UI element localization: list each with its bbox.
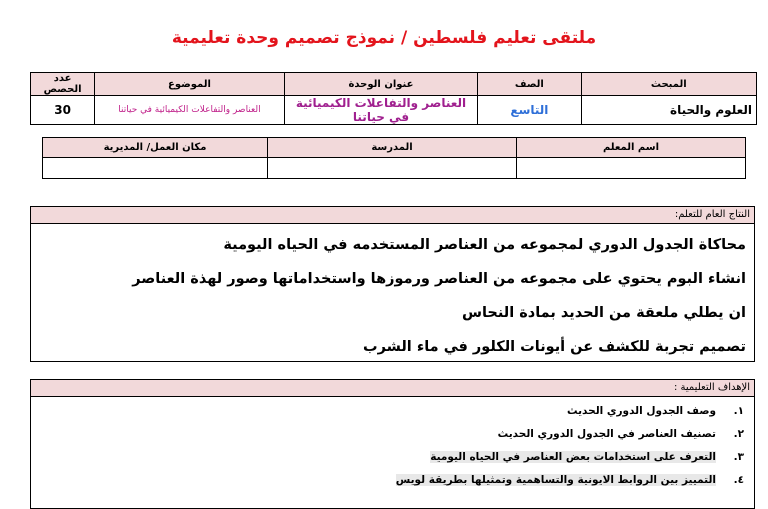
subject-header: المبحث bbox=[581, 73, 756, 96]
teacher-name-header: اسم المعلم bbox=[517, 138, 746, 158]
school-cell bbox=[268, 158, 517, 179]
objective-item bbox=[31, 422, 754, 445]
objective-item bbox=[31, 445, 754, 468]
topic-value: العناصر والتفاعلات الكيميائية في حياتنا bbox=[95, 96, 285, 125]
outcome-item: تصميم تجربة للكشف عن أيونات الكلور في ماء الشرب bbox=[363, 339, 746, 355]
learning-outcomes-heading: النتاج العام للتعلم: bbox=[31, 207, 754, 224]
objective-text: تصنيف العناصر في الجدول الدوري الحديث bbox=[497, 427, 716, 440]
subject-value: العلوم والحياة bbox=[581, 96, 756, 125]
workplace-cell bbox=[43, 158, 268, 179]
grade-header: الصف bbox=[478, 73, 581, 96]
objective-number: ٣. bbox=[733, 450, 744, 463]
teacher-info-header-row bbox=[43, 138, 746, 158]
objective-text: التعرف على استخدامات بعض العناصر في الحياه اليومية bbox=[430, 450, 716, 463]
periods-value: 30 bbox=[31, 96, 95, 125]
objective-item bbox=[31, 468, 754, 491]
topic-header: الموضوع bbox=[95, 73, 285, 96]
outcome-item: انشاء البوم يحتوي على مجموعه من العناصر ورموزها واستخداماتها وصور لهذة العناصر bbox=[132, 271, 746, 287]
objective-text: وصف الجدول الدوري الحديث bbox=[567, 404, 716, 417]
grade-value: التاسع bbox=[478, 96, 581, 125]
outcome-item: ان يطلي ملعقة من الحديد بمادة النحاس bbox=[461, 305, 746, 321]
periods-header: عدد الحصص bbox=[31, 73, 95, 96]
objective-text: التمييز بين الروابط الايونية والتساهمية وتمثيلها بطريقة لويس bbox=[395, 473, 716, 486]
outcome-item: محاكاة الجدول الدوري لمجموعه من العناصر المستخدمه في الحياه اليومية bbox=[223, 237, 746, 253]
school-header: المدرسة bbox=[268, 138, 517, 158]
unit-info-table bbox=[30, 72, 757, 125]
teacher-info-value-row bbox=[43, 158, 746, 179]
objective-number: ٤. bbox=[733, 473, 744, 486]
objective-number: ٢. bbox=[733, 427, 744, 440]
learning-outcomes-section bbox=[30, 206, 755, 362]
workplace-header: مكان العمل/ المديرية bbox=[43, 138, 268, 158]
objectives-list bbox=[31, 397, 754, 491]
teacher-info-table bbox=[42, 137, 746, 179]
teacher-name-cell bbox=[517, 158, 746, 179]
unit-info-value-row bbox=[31, 96, 757, 125]
page-title: ملتقى تعليم فلسطين / نموذج تصميم وحدة تعليمية bbox=[171, 28, 597, 48]
learning-objectives-heading: الإهداف التعليمية : bbox=[31, 380, 754, 397]
learning-outcomes-list bbox=[31, 224, 754, 364]
learning-objectives-section bbox=[30, 379, 755, 509]
objective-item bbox=[31, 399, 754, 422]
unit-title-value: العناصر والتفاعلات الكيميائية في حياتنا bbox=[284, 96, 478, 125]
unit-info-header-row bbox=[31, 73, 757, 96]
objective-number: ١. bbox=[733, 404, 744, 417]
unit-title-header: عنوان الوحدة bbox=[284, 73, 478, 96]
